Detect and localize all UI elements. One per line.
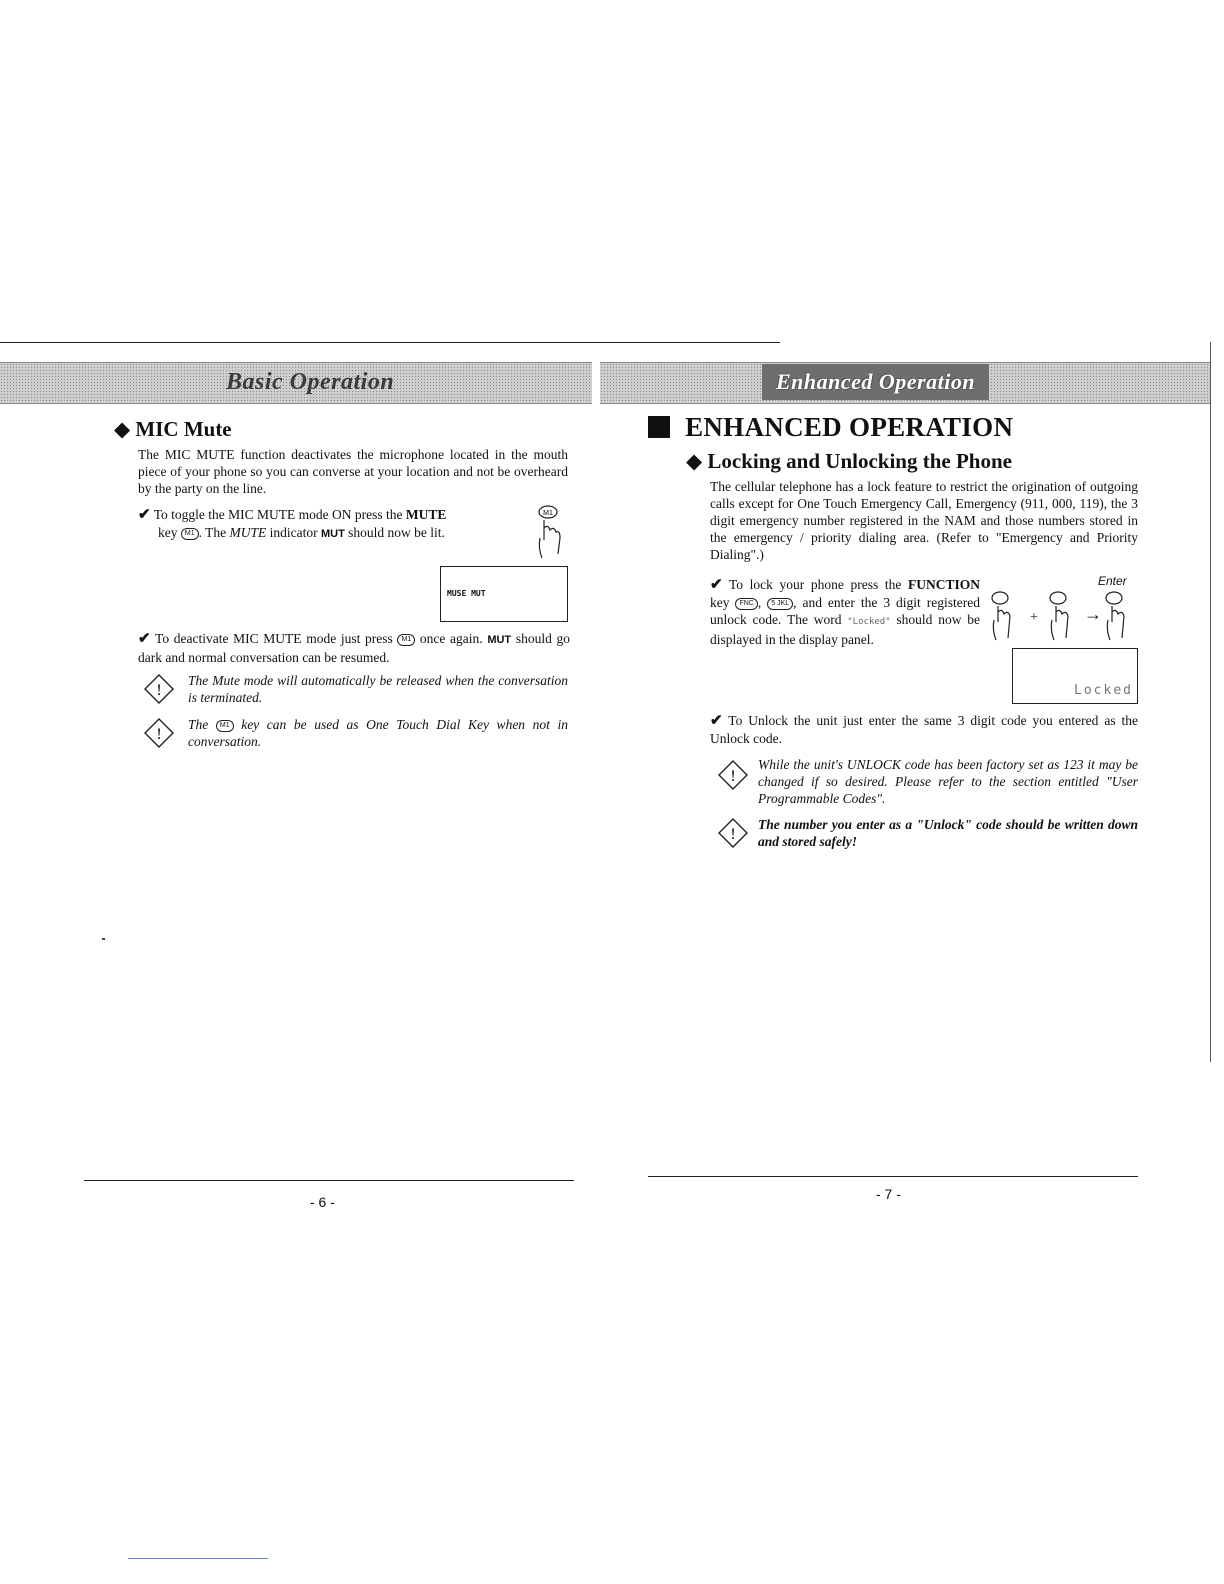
warning-icon [144, 718, 174, 748]
mut-indicator-label: MUT [320, 528, 345, 540]
checkmark-icon: ✔ [710, 713, 723, 729]
right-section-heading [686, 448, 1012, 474]
note2-suffix: key can be used as One Touch Dial Key when not in conversation. [188, 717, 569, 749]
svg-text:M1: M1 [543, 510, 553, 517]
svg-text:!: ! [730, 826, 736, 843]
left-section-heading [114, 416, 232, 442]
checkmark-icon: ✔ [710, 577, 723, 593]
right-header-title: Enhanced Operation [762, 364, 989, 400]
bottom-blue-line [128, 1558, 268, 1559]
hand-press-icon [528, 502, 568, 560]
stray-mark [102, 938, 105, 940]
mute-display-panel [440, 566, 568, 622]
warning-icon [718, 818, 748, 848]
step1-indicator: indicator [269, 525, 318, 540]
hand-five-icon [1050, 592, 1068, 640]
lock-step1-suffix: should now be displayed in the display panel. [710, 612, 981, 647]
step1-key-word: key [158, 525, 178, 540]
mic-mute-step1 [138, 506, 514, 543]
checkmark-icon: ✔ [138, 631, 151, 647]
warning-icon [718, 760, 748, 790]
warning-icon [144, 674, 174, 704]
locking-intro: The cellular telephone has a lock feature to restrict the origination of outgoing calls except for One Touch Emergency Call, Emergency (911, 000, 119), the 3 digit emergency number registered in the NAM and those numbers stored in the emergency / priority dialing area. (Refer to "Emergency and Priority Dialing".) [710, 479, 1138, 562]
five-key-icon: 5 JKL [767, 598, 793, 610]
step2-prefix: To deactivate MIC MUTE mode just press [155, 631, 393, 646]
left-header-title: Basic Operation [226, 369, 395, 395]
step2-suffix: should go dark and normal conversation can be resumed. [138, 631, 571, 665]
mute-display-text: MUSE MUT [447, 589, 486, 598]
m1-key-icon: M1 [397, 634, 415, 646]
mut-indicator-label: MUT [487, 634, 512, 646]
svg-text:!: ! [156, 682, 162, 699]
step1-prefix: To toggle the MIC MUTE mode ON press the [153, 507, 403, 522]
left-page-number: - 6 - [310, 1194, 335, 1210]
step1-after-key: . The [198, 525, 227, 540]
m1-key-icon: M1 [181, 528, 199, 540]
diamond-bullet-icon: ◆ [686, 449, 703, 473]
lock-note1: While the unit's UNLOCK code has been factory set as 123 it may be changed if so desired. Please refer to the section entitled "User Programmable Codes". [758, 757, 1138, 806]
lock-step1-key-word: key [710, 595, 730, 610]
mute-mode-word: MUTE [229, 525, 267, 540]
right-page-number: - 7 - [876, 1186, 901, 1202]
locking-step1: ✔ To lock your phone press the FUNCTION key FNC , 5 JKL , and enter the 3 digit registered unlock code. The word "Locked" should now be displayed in the display panel. [710, 577, 981, 647]
fnc-key-icon: FNC [735, 598, 757, 610]
lock-step1-prefix: To lock your phone press the [728, 577, 902, 592]
function-word: FUNCTION [907, 577, 980, 592]
step1-suffix: should now be lit. [348, 525, 445, 540]
top-rule [0, 342, 780, 343]
right-edge-line [1210, 342, 1211, 1062]
diamond-bullet-icon: ◆ [114, 417, 131, 441]
hand-fnc-icon [992, 592, 1010, 640]
locked-display-panel [1012, 648, 1138, 704]
right-footer-rule [648, 1176, 1138, 1177]
mute-note1: The Mute mode will automatically be released when the conversation is terminated. [188, 673, 568, 705]
enhanced-operation-title: ENHANCED OPERATION [685, 412, 1014, 442]
locked-display-text: Locked [1074, 683, 1133, 698]
mute-key-label: MUTE [405, 507, 447, 522]
m1-key-icon: M1 [216, 720, 234, 732]
mute-note2 [188, 716, 568, 750]
locking-title: Locking and Unlocking the Phone [707, 449, 1012, 473]
svg-text:!: ! [730, 768, 736, 785]
locking-step2 [710, 712, 1138, 747]
locked-word: "Locked" [847, 617, 891, 627]
unlock-step-text: To Unlock the unit just enter the same 3 digit code you entered as the Unlock code. [710, 713, 1138, 746]
plus-sign: + [1030, 610, 1038, 625]
right-chapter-heading [648, 412, 1013, 443]
mic-mute-step2 [138, 630, 570, 666]
left-footer-rule [84, 1180, 574, 1181]
step2-middle: once again. [419, 631, 483, 646]
enter-label: Enter [1098, 574, 1127, 588]
lock-note2: The number you enter as a "Unlock" code should be written down and stored safely! [758, 817, 1138, 849]
hand-enter-icon [1106, 592, 1124, 640]
square-bullet-icon [648, 416, 670, 438]
key-sequence-illustration [986, 588, 1136, 644]
checkmark-icon: ✔ [138, 507, 151, 523]
mic-mute-title: MIC Mute [135, 417, 232, 441]
mic-mute-intro: The MIC MUTE function deactivates the microphone located in the mouth piece of your phone so you can converse at your location and not be overheard by the party on the line. [138, 447, 568, 496]
arrow-icon: → [1084, 604, 1102, 624]
svg-text:!: ! [156, 726, 162, 743]
lock-step1-middle: , and enter the 3 digit registered unlock code. The word [710, 595, 980, 627]
note2-prefix: The [188, 717, 209, 732]
